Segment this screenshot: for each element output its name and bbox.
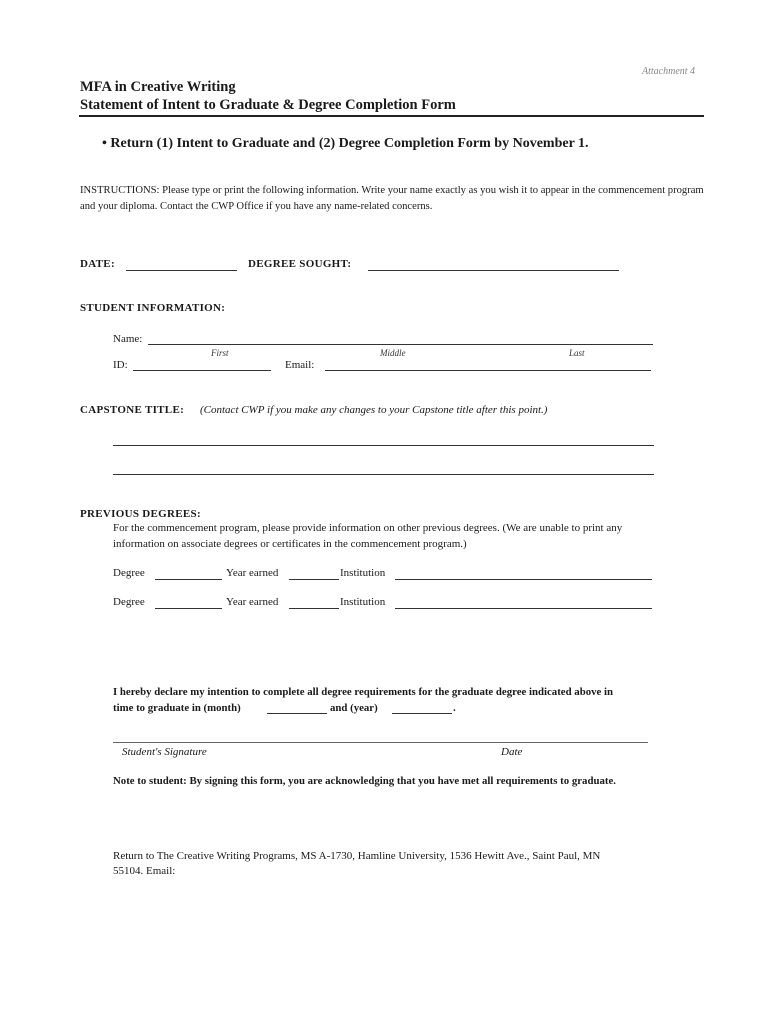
signature-date-label: Date [501,746,523,758]
institution-label: Institution [340,596,386,608]
declaration-text-2a: time to graduate in (month) [113,702,241,714]
capstone-title-field-1[interactable] [113,445,654,446]
form-title: Statement of Intent to Graduate & Degree Completion Form [80,97,456,113]
institution-field-2[interactable] [395,608,652,609]
graduation-month-field[interactable] [267,713,327,714]
year-earned-label: Year earned [226,596,279,608]
id-field[interactable] [133,370,271,371]
attachment-label: Attachment 4 [642,66,696,77]
email-field[interactable] [325,370,651,371]
declaration-text-2c: . [453,702,456,714]
degree-field-1[interactable] [155,579,222,580]
header-divider [79,115,704,117]
degree-sought-label: DEGREE SOUGHT: [248,258,352,270]
return-deadline-notice: • Return (1) Intent to Graduate and (2) Degree Completion Form by November 1. [102,136,589,151]
degree-label: Degree [113,596,145,608]
previous-degrees-text-2: information on associate degrees or certificates in the commencement program.) [113,538,467,550]
first-name-caption: First [211,348,229,358]
return-address-line-1: Return to The Creative Writing Programs, MS A-1730, Hamline University, 1536 Hewitt Ave., Saint Paul, MN [113,850,601,862]
email-label: Email: [285,359,315,371]
name-field[interactable] [148,344,653,345]
capstone-title-note: (Contact CWP if you make any changes to your Capstone title after this point.) [200,404,548,416]
id-label: ID: [113,359,128,371]
degree-sought-field[interactable] [368,270,619,271]
name-label: Name: [113,333,143,345]
date-field[interactable] [126,270,237,271]
form-title-program: MFA in Creative Writing [80,79,236,95]
return-address-line-2: 55104. Email: [113,865,176,877]
capstone-title-label: CAPSTONE TITLE: [80,404,185,416]
degree-label: Degree [113,567,145,579]
student-signature-label: Student's Signature [122,746,207,758]
institution-field-1[interactable] [395,579,652,580]
institution-label: Institution [340,567,386,579]
student-info-heading: STUDENT INFORMATION: [80,302,226,314]
year-earned-field-1[interactable] [289,579,339,580]
graduation-year-field[interactable] [392,713,452,714]
previous-degrees-heading: PREVIOUS DEGREES: [80,508,201,520]
date-label: DATE: [80,258,115,270]
note-to-student: Note to student: By signing this form, you are acknowledging that you have met all requirements to graduate. [113,775,616,787]
signature-line[interactable] [113,742,648,743]
capstone-title-field-2[interactable] [113,474,654,475]
declaration-text-2b: and (year) [330,702,378,714]
year-earned-label: Year earned [226,567,279,579]
previous-degrees-text-1: For the commencement program, please provide information on other previous degrees. (We are unable to print any [113,522,623,534]
declaration-text-1: I hereby declare my intention to complete all degree requirements for the graduate degree indicated above in [113,686,613,698]
middle-name-caption: Middle [380,348,406,358]
degree-field-2[interactable] [155,608,222,609]
instructions-text: INSTRUCTIONS: Please type or print the following information. Write your name exactly as you wish it to appear in the commencement program and your diploma. Contact the CWP Office if you have any name-related concerns. [80,185,704,212]
year-earned-field-2[interactable] [289,608,339,609]
last-name-caption: Last [569,348,585,358]
